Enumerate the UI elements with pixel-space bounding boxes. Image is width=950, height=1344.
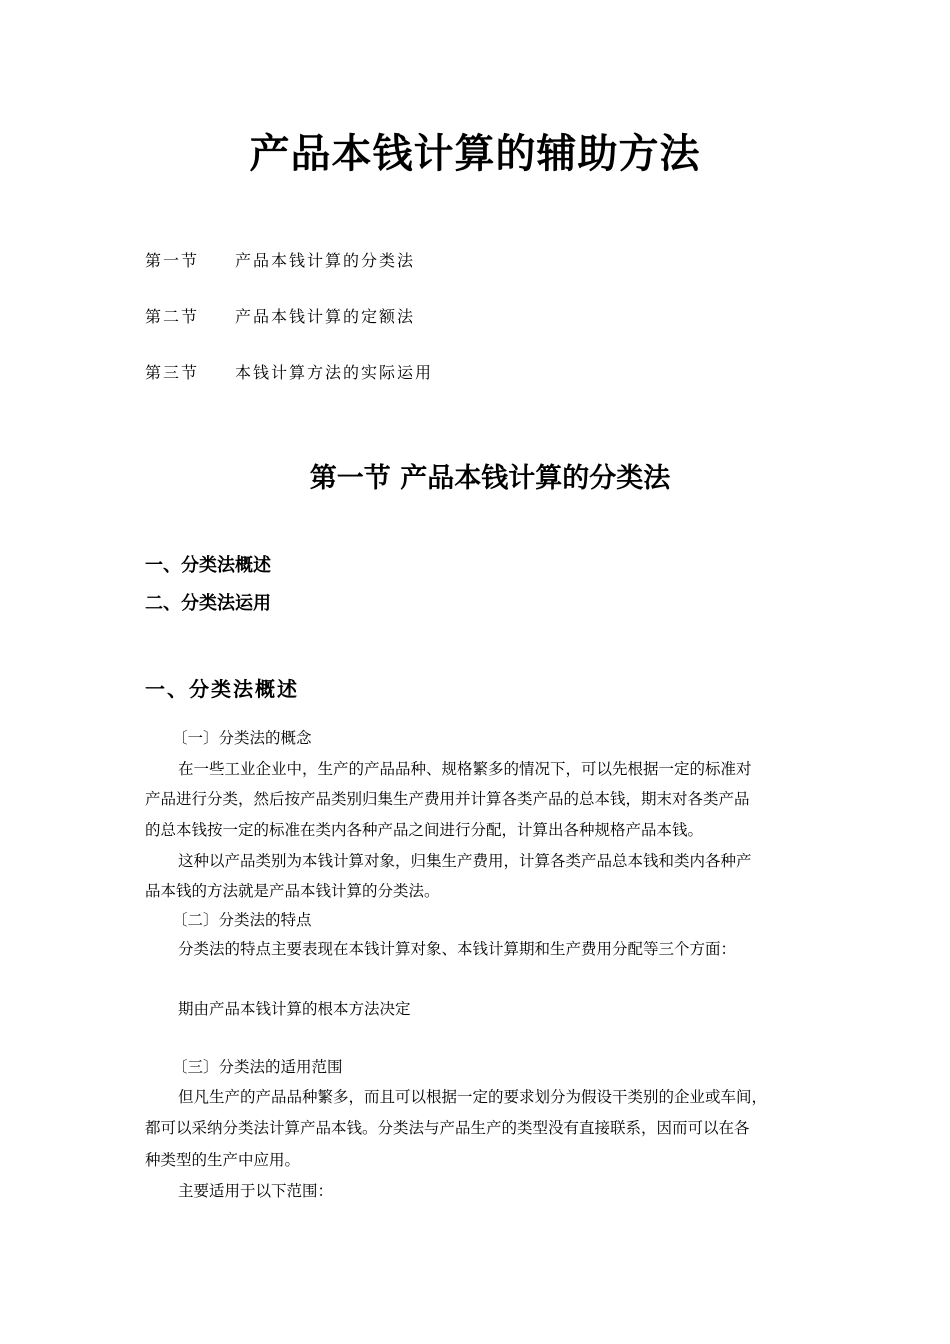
paragraph-line: 产品进行分类，然后按产品类别归集生产费用并计算各类产品的总本钱，期末对各类产品 [145,790,750,808]
sub-heading: 〔三〕分类法的适用范围 [172,1058,343,1076]
toc-item [145,304,415,327]
paragraph-line: 品本钱的方法就是产品本钱计算的分类法。 [145,882,440,900]
toc-item-number: 第三节 [145,363,200,382]
paragraph-line: 都可以采纳分类法计算产品本钱。分类法与产品生产的类型没有直接联系，因而可以在各 [145,1119,750,1137]
toc-item [145,248,415,271]
toc-item-text: 产品本钱计算的分类法 [235,251,416,270]
paragraph-line: 的总本钱按一定的标准在类内各种产品之间进行分配，计算出各种规格产品本钱。 [145,821,704,839]
toc-item-number: 第二节 [145,307,200,326]
paragraph-line: 期由产品本钱计算的根本方法决定 [178,1000,411,1018]
toc-item-number: 第一节 [145,251,200,270]
paragraph-line: 分类法的特点主要表现在本钱计算对象、本钱计算期和生产费用分配等三个方面： [178,940,737,958]
subsection-heading: 一、分类法概述 [145,677,299,701]
toc-item [145,360,433,383]
paragraph-line: 种类型的生产中应用。 [145,1151,301,1169]
toc-item-text: 本钱计算方法的实际运用 [235,363,434,382]
section-title: 第一节 产品本钱计算的分类法 [309,463,671,494]
outline-item: 一、分类法概述 [145,555,271,576]
sub-heading: 〔一〕分类法的概念 [172,729,312,747]
sub-heading: 〔二〕分类法的特点 [172,911,312,929]
paragraph-line: 在一些工业企业中，生产的产品品种、规格繁多的情况下，可以先根据一定的标准对 [178,760,752,778]
paragraph-line: 主要适用于以下范围： [178,1182,334,1200]
outline-item: 二、分类法运用 [145,593,271,614]
paragraph-line: 但凡生产的产品品种繁多，而且可以根据一定的要求划分为假设干类别的企业或车间， [178,1088,768,1106]
document-title: 产品本钱计算的辅助方法 [249,131,701,177]
paragraph-line: 这种以产品类别为本钱计算对象，归集生产费用，计算各类产品总本钱和类内各种产 [178,852,752,870]
toc-item-text: 产品本钱计算的定额法 [235,307,416,326]
